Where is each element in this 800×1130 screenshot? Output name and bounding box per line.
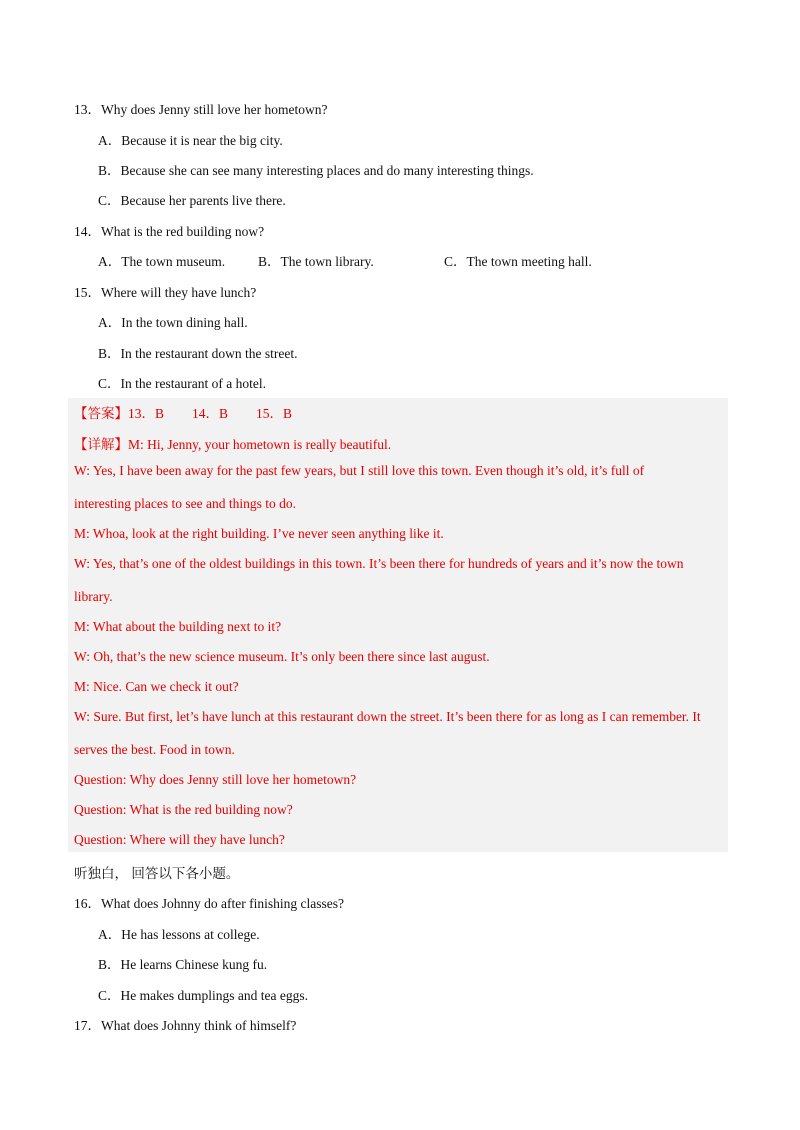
explanation-label: 【详解】 [74, 437, 128, 452]
explanation-question-2: Question: What is the red building now? [74, 802, 293, 817]
section-instruction: 听独白， 回答以下各小题。 [74, 866, 240, 881]
explanation-line-3: interesting places to see and things to do. [74, 496, 296, 511]
explanation-line-5: W: Yes, that’s one of the oldest buildings in this town. It’s been there for hundreds of years and it’s now the town [74, 556, 684, 571]
question-16-stem: 16．What does Johnny do after finishing classes? [74, 896, 344, 911]
question-16-option-a: A．He has lessons at college. [98, 927, 260, 942]
question-14-stem: 14．What is the red building now? [74, 224, 265, 239]
question-13-option-a: A．Because it is near the big city. [98, 133, 283, 148]
question-14-option-c: C．The town meeting hall. [444, 254, 592, 269]
question-13-option-c: C．Because her parents live there. [98, 193, 286, 208]
question-16-option-c: C．He makes dumplings and tea eggs. [98, 988, 308, 1003]
explanation-line-8: W: Oh, that’s the new science museum. It’s only been there since last august. [74, 649, 490, 664]
explanation-question-1: Question: Why does Jenny still love her hometown? [74, 772, 357, 787]
answer-13: 13．B [128, 406, 165, 421]
explanation-line-2: W: Yes, I have been away for the past few years, but I still love this town. Even though it’s old, it’s full of [74, 463, 645, 478]
explanation-line-10: W: Sure. But first, let’s have lunch at this restaurant down the street. It’s been there for as long as I can remember. It [74, 709, 701, 724]
question-13-option-b: B．Because she can see many interesting places and do many interesting things. [98, 163, 534, 178]
explanation-line-1 [74, 433, 391, 453]
explanation-text: M: Hi, Jenny, your hometown is really beautiful. [128, 437, 392, 452]
explanation-line-6: library. [74, 589, 113, 604]
question-14-option-a: A．The town museum. [98, 254, 226, 269]
question-15-option-b: B．In the restaurant down the street. [98, 346, 298, 361]
explanation-question-3: Question: Where will they have lunch? [74, 832, 285, 847]
question-14-option-b: B．The town library. [258, 254, 374, 269]
question-15-stem: 15．Where will they have lunch? [74, 285, 257, 300]
answer-15: 15．B [256, 406, 293, 421]
answer-14: 14．B [192, 406, 229, 421]
question-17-stem: 17．What does Johnny think of himself? [74, 1018, 297, 1033]
question-16-option-b: B．He learns Chinese kung fu. [98, 957, 268, 972]
question-13-stem: 13．Why does Jenny still love her hometown? [74, 102, 328, 117]
explanation-line-9: M: Nice. Can we check it out? [74, 679, 239, 694]
explanation-line-4: M: Whoa, look at the right building. I’ve never seen anything like it. [74, 526, 444, 541]
question-15-option-c: C．In the restaurant of a hotel. [98, 376, 266, 391]
answer-label: 【答案】 [74, 406, 128, 421]
explanation-line-7: M: What about the building next to it? [74, 619, 282, 634]
question-15-option-a: A．In the town dining hall. [98, 315, 248, 330]
explanation-line-11: serves the best. Food in town. [74, 742, 235, 757]
answer-line [74, 402, 292, 422]
